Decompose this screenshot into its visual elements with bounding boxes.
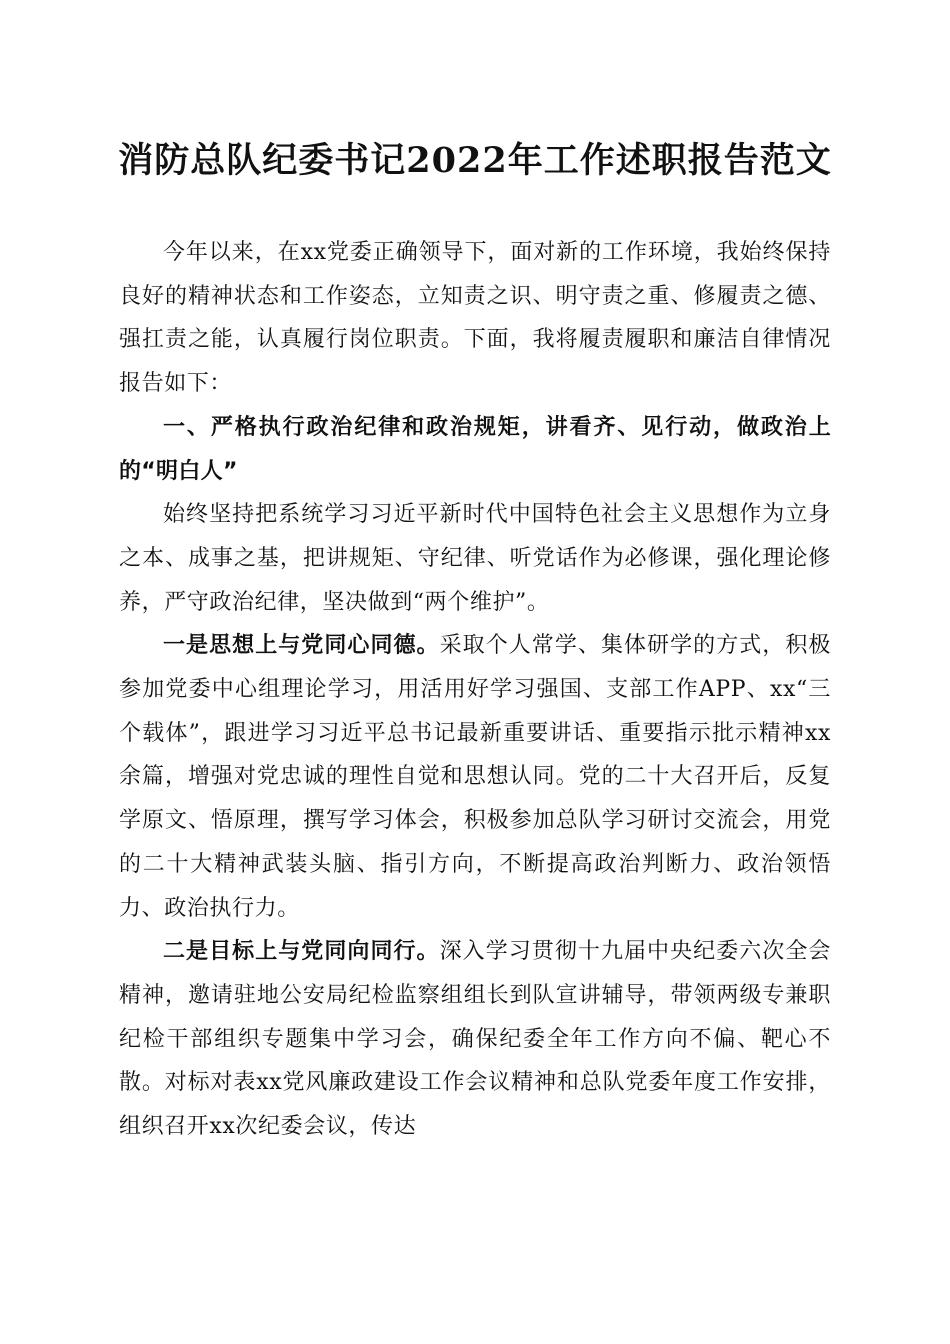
document-body xyxy=(119,231,831,1149)
point-1-paragraph xyxy=(119,624,831,930)
section-1-heading: 一、严格执行政治纪律和政治规矩，讲看齐、见行动，做政治上的“明白人” xyxy=(119,414,831,484)
point-2-text: 深入学习贯彻十九届中央纪委六次全会精神，邀请驻地公安局纪检监察组组长到队宣讲辅导，带领两级专兼职纪检干部组织专题集中学习会，确保纪委全年工作方向不偏、靶心不散。对标对表xx党风廉政建设工作会议精神和总队党委年度工作安排，组织召开xx次纪委会议，传达 xyxy=(119,939,832,1140)
point-2-lead: 二是目标上与党同向同行。 xyxy=(163,938,440,965)
document-title: 消防总队纪委书记2022年工作述职报告范文 xyxy=(118,140,832,181)
point-1-lead: 一是思想上与党同心同德。 xyxy=(163,632,440,659)
section-1-paragraph: 始终坚持把系统学习习近平新时代中国特色社会主义思想作为立身之本、成事之基，把讲规矩、守纪律、听党话作为必修课，强化理论修养，严守政治纪律，坚决做到“两个维护”。 xyxy=(119,502,831,615)
point-1-text: 采取个人常学、集体研学的方式，积极参加党委中心组理论学习，用活用好学习强国、支部工作APP、xx“三个载体”，跟进学习习近平总书记最新重要讲话、重要指示批示精神xx余篇，增强对党忠诚的理性自觉和思想认同。党的二十大召开后，反复学原文、悟原理，撰写学习体会，积极参加总队学习研讨交流会，用党的二十大精神武装头脑、指引方向，不断提高政治判断力、政治领悟力、政治执行力。 xyxy=(119,633,832,921)
point-2-paragraph xyxy=(119,930,831,1149)
intro-paragraph: 今年以来，在xx党委正确领导下，面对新的工作环境，我始终保持良好的精神状态和工作姿态，立知责之识、明守责之重、修履责之德、强扛责之能，认真履行岗位职责。下面，我将履责履职和廉洁自律情况报告如下： xyxy=(119,240,831,397)
